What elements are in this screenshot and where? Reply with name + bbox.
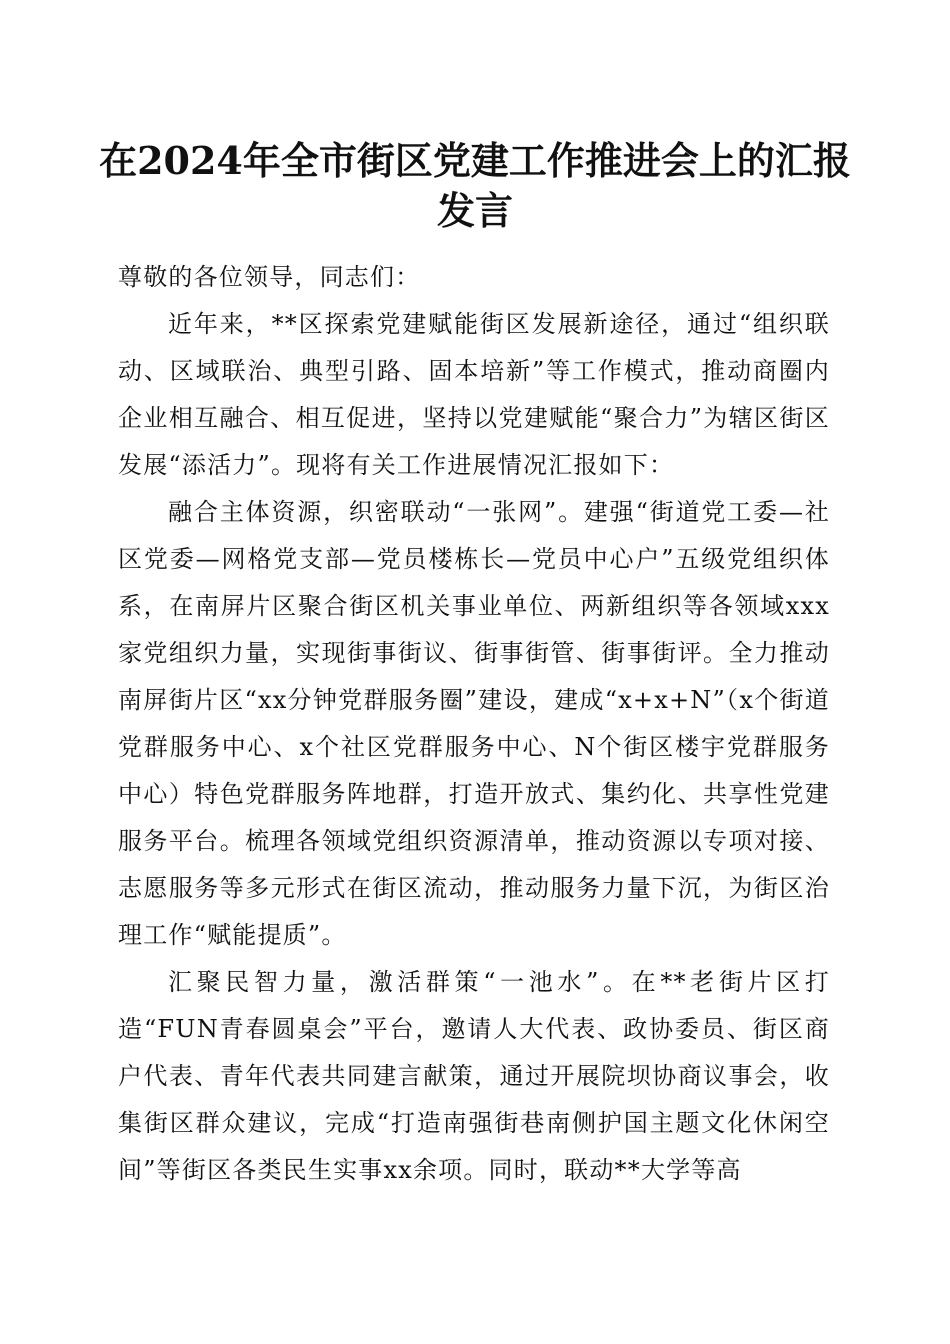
title-line-1: 在2024年全市街区党建工作推进会上的汇报: [99, 138, 851, 183]
paragraph-wisdom: 汇聚民智力量，激活群策“一池水”。在**老街片区打造“FUN青春圆桌会”平台，邀请人大代表、政协委员、街区商户代表、青年代表共同建言献策，通过开展院坝协商议事会，收集街区群众建议，完成“打造南强街巷南侧护国主题文化休闲空间”等街区各类民生实事xx余项。同时，联动**大学等高: [118, 968, 830, 1184]
paragraph-intro: 近年来，**区探索党建赋能街区发展新途径，通过“组织联动、区域联治、典型引路、固本培新”等工作模式，推动商圈内企业相互融合、相互促进，坚持以党建赋能“聚合力”为辖区街区发展“添活力”。现将有关工作进展情况汇报如下：: [118, 310, 830, 479]
document-title: [80, 136, 870, 236]
paragraph-resources: 融合主体资源，织密联动“一张网”。建强“街道党工委—社区党委—网格党支部—党员楼栋长—党员中心户”五级党组织体系，在南屏片区聚合街区机关事业单位、两新组织等各领域xxx家党组织力量，实现街事街议、街事街管、街事街评。全力推动南屏街片区“xx分钟党群服务圈”建设，建成“x+x+N”（x个街道党群服务中心、x个社区党群服务中心、N个街区楼宇党群服务中心）特色党群服务阵地群，打造开放式、集约化、共享性党建服务平台。梳理各领域党组织资源清单，推动资源以专项对接、志愿服务等多元形式在街区流动，推动服务力量下沉，为街区治理工作“赋能提质”。: [118, 498, 830, 949]
title-line-2: 发言: [436, 188, 513, 233]
document-body: [118, 254, 830, 1194]
salutation: 尊敬的各位领导，同志们：: [118, 263, 421, 291]
